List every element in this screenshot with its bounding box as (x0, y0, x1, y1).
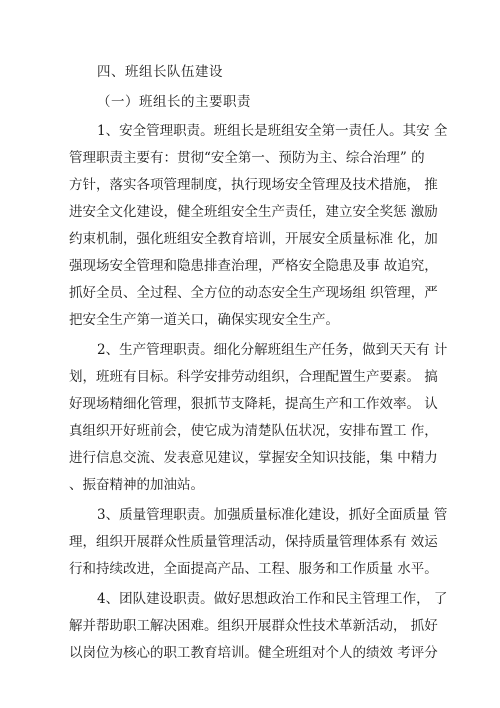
text-line: 解并帮助职工解决困难。组织开展群众性技术革新活动， 抓好 (69, 618, 438, 634)
text-line: 强现场安全管理和隐患排查治理，严格安全隐患及事 故追究， (69, 258, 438, 274)
text-line: 进行信息交流、发表意见建议，掌握安全知识技能，集 中精力 (69, 450, 438, 466)
subsection-heading: （一）班组长的主要职责 (97, 94, 251, 110)
text-line: 方针，落实各项管理制度，执行现场安全管理及技术措施， 推 (69, 177, 438, 193)
text-line: 2、生产管理职责。细化分解班组生产任务，做到天天有 计 (97, 342, 448, 358)
text-line: 约束机制，强化班组安全教育培训，开展安全质量标准 化，加 (69, 231, 438, 247)
text-line: 以岗位为核心的职工教育培训。健全班组对个人的绩效 考评分 (69, 645, 438, 661)
text-line: 把安全生产第一道关口，确保实现安全生产。 (69, 312, 339, 328)
text-line: 划，班班有目标。科学安排劳动组织，合理配置生产要素。 搞 (69, 369, 438, 385)
text-line: 真组织开好班前会，使它成为清楚队伍状况，安排布置工 作， (69, 423, 438, 439)
text-line: 管理职责主要有：贯彻“安全第一、预防为主、综合治理” 的 (69, 150, 425, 166)
text-line: 进安全文化建设，健全班组安全生产责任，建立安全奖惩 激励 (69, 204, 438, 220)
text-line: 、振奋精神的加油站。 (69, 477, 204, 493)
text-line: 行和持续改进，全面提高产品、工程、服务和工作质量 水平。 (69, 561, 438, 577)
text-line: 4、团队建设职责。做好思想政治工作和民主管理工作， 了 (97, 591, 448, 607)
text-line: 3、质量管理职责。加强质量标准化建设，抓好全面质量 管 (97, 507, 448, 523)
text-line: 好现场精细化管理，狠抓节支降耗，提高生产和工作效率。 认 (69, 396, 438, 412)
text-line: 理，组织开展群众性质量管理活动，保持质量管理体系有 效运 (69, 534, 438, 550)
text-line: 1、安全管理职责。班组长是班组安全第一责任人。其安 全 (97, 123, 448, 139)
text-line: 抓好全员、全过程、全方位的动态安全生产现场组 织管理，严 (69, 285, 438, 301)
section-heading: 四、班组长队伍建设 (97, 64, 223, 80)
